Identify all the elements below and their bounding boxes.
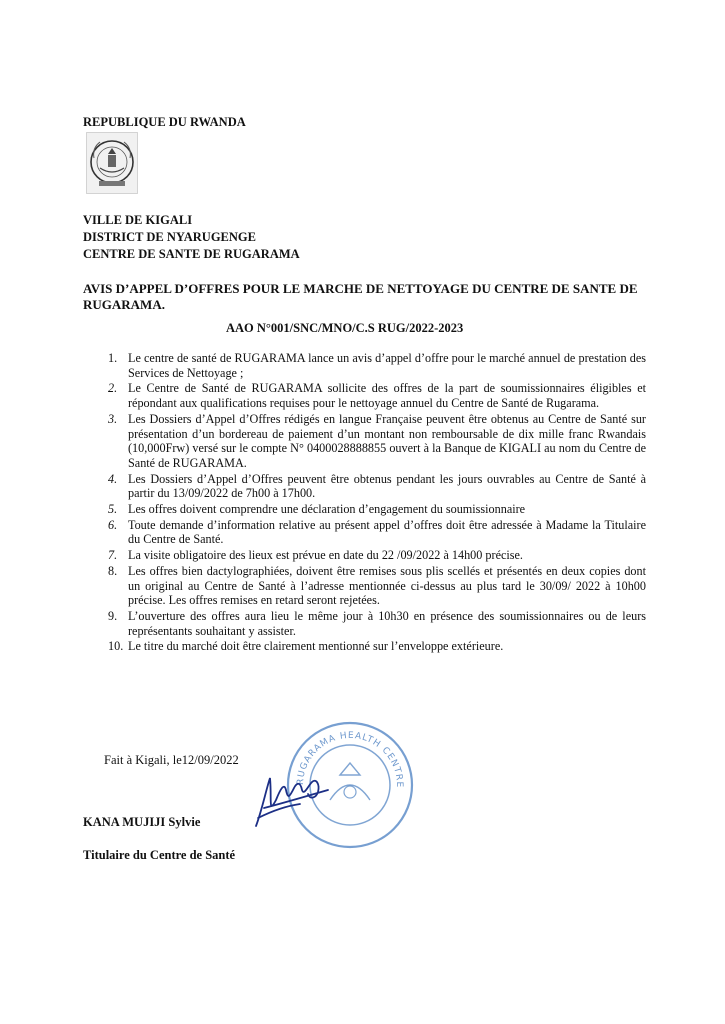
republic-heading: REPUBLIQUE DU RWANDA: [83, 115, 246, 129]
list-item: [108, 564, 646, 608]
item-text: Toute demande d’information relative au présent appel d’offres doit être adressée à Madame la Titulaire du Centre de Santé.: [128, 517, 646, 547]
signer-role: Titulaire du Centre de Santé: [83, 848, 236, 862]
notice-title: AVIS D’APPEL D’OFFRES POUR LE MARCHE DE NETTOYAGE DU CENTRE DE SANTE DE RUGARAMA.: [83, 281, 638, 312]
item-number: 2.: [108, 381, 118, 396]
stamp-text: RUGARAMA HEALTH CENTRE: [295, 730, 405, 789]
centre-heading: CENTRE DE SANTE DE RUGARAMA: [83, 247, 300, 261]
item-text: L’ouverture des offres aura lieu le même jour à 10h30 en présence des soumissionnaires ou de leurs représentants souhaitant y assister.: [128, 608, 646, 638]
item-number: 9.: [108, 608, 118, 623]
list-item: [108, 351, 646, 380]
item-text: Le Centre de Santé de RUGARAMA sollicite des offres de la part de soumissionnaires éligibles et répondant aux qualifications requises pour le nettoyage annuel du Centre de Santé de Rugarama.: [128, 381, 646, 411]
district-heading: DISTRICT DE NYARUGENGE: [83, 230, 256, 244]
item-number: 4.: [108, 471, 118, 486]
handwritten-signature-icon: [250, 760, 340, 835]
item-text: La visite obligatoire des lieux est prévue en date du 22 /09/2022 à 14h00 précise.: [128, 548, 523, 563]
list-item: [108, 381, 646, 410]
place-date: Fait à Kigali, le12/09/2022: [104, 753, 239, 767]
item-text: Les offres bien dactylographiées, doivent être remises sous plis scellés et présentés en deux copies dont un original au Centre de Santé à l’adresse mentionnée ci-dessus au plus tard le 30/09/ 2022 à 10h00 précise. Les offres remises en retard seront rejetées.: [128, 563, 646, 608]
list-item: [108, 518, 646, 547]
item-number: 7.: [108, 548, 118, 563]
list-item: [108, 502, 646, 517]
city-heading: VILLE DE KIGALI: [83, 213, 193, 227]
list-item: [108, 639, 646, 654]
list-item: [108, 609, 646, 638]
signer-name: KANA MUJIJI Sylvie: [83, 815, 201, 829]
item-text: Les Dossiers d’Appel d’Offres peuvent être obtenus pendant les jours ouvrables au Centre de Santé à partir du 13/09/2022 de 7h00 à 17h00.: [128, 471, 646, 501]
item-text: Le titre du marché doit être clairement mentionné sur l’enveloppe extérieure.: [128, 639, 504, 654]
item-number: 8.: [108, 563, 118, 578]
list-item: [108, 412, 646, 471]
tender-reference: AAO N°001/SNC/MNO/C.S RUG/2022-2023: [226, 321, 464, 335]
item-number: 6.: [108, 517, 118, 532]
item-number: 1.: [108, 351, 118, 365]
notice-items: [108, 351, 646, 655]
item-number: 10.: [108, 639, 124, 654]
list-item: [108, 472, 646, 501]
item-text: Le centre de santé de RUGARAMA lance un avis d’appel d’offre pour le marché annuel de prestation des Services de Nettoyage ;: [128, 351, 646, 380]
list-item: [108, 548, 646, 563]
item-text: Les Dossiers d’Appel d’Offres rédigés en langue Française peuvent être obtenus au Centre de Santé sur présentation d’un bordereau de paiement d’un montant non remboursable de dix mille franc Rwandais (10,000Frw) versé sur le compte N° 0400028888855 ouvert à la Banque de KIGALI au nom du Centre de Santé de RUGARAMA.: [128, 411, 646, 470]
item-number: 3.: [108, 411, 118, 426]
item-text: Les offres doivent comprendre une déclaration d’engagement du soumissionnaire: [128, 502, 526, 517]
item-number: 5.: [108, 502, 118, 517]
rwanda-coat-of-arms-icon: [86, 132, 138, 194]
